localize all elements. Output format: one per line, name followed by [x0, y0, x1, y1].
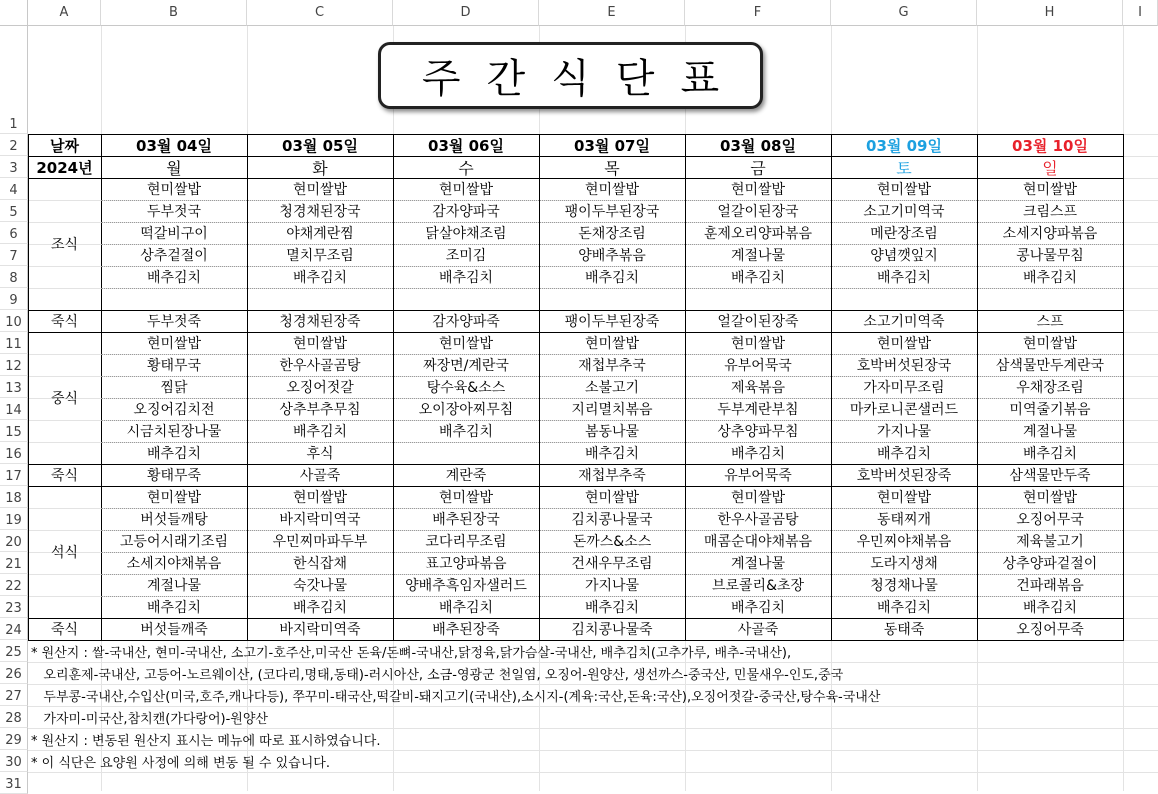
- menu-item-cell[interactable]: 삼색물만두계란국: [995, 358, 1105, 374]
- breakfast-label[interactable]: 조식: [50, 237, 79, 253]
- row-header-18[interactable]: 18: [0, 486, 28, 508]
- date-cell[interactable]: 03월 10일: [1012, 136, 1088, 155]
- porridge-item-cell[interactable]: 오징어무죽: [1016, 622, 1084, 638]
- menu-item-cell[interactable]: 재첩부추국: [578, 358, 646, 374]
- menu-item-cell[interactable]: 콩나물무침: [1016, 248, 1084, 264]
- column-header-d[interactable]: D: [393, 0, 539, 26]
- column-header-e[interactable]: E: [539, 0, 685, 26]
- menu-item-cell[interactable]: [101, 288, 247, 310]
- porridge-label[interactable]: 죽식: [50, 622, 79, 638]
- origin-note[interactable]: 오리훈제-국내산, 고등어-노르웨이산, (코다리,명태,동태)-러시아산, 소금-영광군 천일염, 오징어-원양산, 생선까스-중국산, 민물새우-인도,중국: [31, 667, 844, 683]
- menu-item-cell[interactable]: 우채장조림: [1016, 380, 1084, 396]
- menu-item-cell[interactable]: 제육볶음: [730, 380, 786, 396]
- date-cell[interactable]: 03월 08일: [720, 136, 796, 155]
- menu-item-cell[interactable]: 매콤순대야채볶음: [703, 534, 813, 550]
- menu-item-cell[interactable]: 배추김치: [292, 270, 348, 286]
- row-header-26[interactable]: 26: [0, 662, 28, 684]
- porridge-item-cell[interactable]: 재첩부추죽: [578, 468, 646, 484]
- menu-item-cell[interactable]: 현미쌀밥: [438, 182, 494, 198]
- menu-item-cell[interactable]: 배추김치: [146, 600, 202, 616]
- column-header-c[interactable]: C: [247, 0, 393, 26]
- porridge-item-cell[interactable]: 버섯들깨죽: [140, 622, 208, 638]
- menu-item-cell[interactable]: 바지락미역국: [279, 512, 361, 528]
- menu-item-cell[interactable]: 지리멸치볶음: [571, 402, 653, 418]
- menu-item-cell[interactable]: 현미쌀밥: [292, 490, 348, 506]
- row-header-9[interactable]: 9: [0, 288, 28, 310]
- row-header-6[interactable]: 6: [0, 222, 28, 244]
- menu-item-cell[interactable]: 오징어젓갈: [286, 380, 354, 396]
- origin-note[interactable]: 두부콩-국내산,수입산(미국,호주,캐나다등), 쭈꾸미-태국산,떡갈비-돼지고기(국내산),소시지-(계육:국산,돈육:국산),오징어젓갈-중국산,탕수육-국내산: [31, 689, 881, 705]
- menu-item-cell[interactable]: [393, 442, 539, 464]
- menu-item-cell[interactable]: 청경채된장국: [279, 204, 361, 220]
- menu-item-cell[interactable]: 현미쌀밥: [438, 490, 494, 506]
- porridge-item-cell[interactable]: 유부어묵죽: [724, 468, 792, 484]
- year-label-cell[interactable]: 2024년: [36, 158, 93, 177]
- menu-item-cell[interactable]: 표고양파볶음: [425, 556, 507, 572]
- menu-item-cell[interactable]: 상추겉절이: [140, 248, 208, 264]
- menu-item-cell[interactable]: 상추부추무침: [279, 402, 361, 418]
- menu-item-cell[interactable]: [539, 288, 685, 310]
- day-cell[interactable]: 수: [458, 158, 474, 178]
- menu-item-cell[interactable]: 소고기미역국: [863, 204, 945, 220]
- day-cell[interactable]: 화: [312, 158, 328, 178]
- menu-item-cell[interactable]: 현미쌀밥: [1022, 336, 1078, 352]
- day-cell[interactable]: 금: [750, 158, 766, 178]
- menu-item-cell[interactable]: 훈제오리양파볶음: [703, 226, 813, 242]
- menu-item-cell[interactable]: 시금치된장나물: [126, 424, 222, 440]
- row-header-12[interactable]: 12: [0, 354, 28, 376]
- menu-item-cell[interactable]: 건새우무조림: [571, 556, 653, 572]
- menu-item-cell[interactable]: 현미쌀밥: [146, 182, 202, 198]
- menu-item-cell[interactable]: 소불고기: [584, 380, 640, 396]
- menu-item-cell[interactable]: 계절나물: [730, 248, 786, 264]
- row-header-4[interactable]: 4: [0, 178, 28, 200]
- porridge-item-cell[interactable]: 얼갈이된장죽: [717, 314, 799, 330]
- menu-item-cell[interactable]: 현미쌀밥: [292, 182, 348, 198]
- menu-item-cell[interactable]: 배추김치: [876, 446, 932, 462]
- menu-item-cell[interactable]: 숙갓나물: [292, 578, 348, 594]
- row-header-11[interactable]: 11: [0, 332, 28, 354]
- menu-item-cell[interactable]: 동태찌개: [876, 512, 932, 528]
- menu-item-cell[interactable]: 탕수육&소스: [426, 380, 506, 396]
- day-cell[interactable]: 일: [1042, 158, 1058, 178]
- date-cell[interactable]: 03월 04일: [136, 136, 212, 155]
- menu-item-cell[interactable]: 팽이두부된장국: [564, 204, 660, 220]
- row-header-3[interactable]: 3: [0, 156, 28, 178]
- menu-item-cell[interactable]: 한식잡채: [292, 556, 348, 572]
- menu-item-cell[interactable]: 우민찌야채볶음: [856, 534, 952, 550]
- menu-item-cell[interactable]: 브로콜리&초장: [711, 578, 805, 594]
- menu-item-cell[interactable]: 가자미무조림: [863, 380, 945, 396]
- row-header-22[interactable]: 22: [0, 574, 28, 596]
- menu-item-cell[interactable]: 배추김치: [1022, 600, 1078, 616]
- row-header-10[interactable]: 10: [0, 310, 28, 332]
- menu-item-cell[interactable]: 크림스프: [1022, 204, 1078, 220]
- menu-item-cell[interactable]: 현미쌀밥: [1022, 182, 1078, 198]
- menu-item-cell[interactable]: 현미쌀밥: [730, 490, 786, 506]
- select-all-corner[interactable]: [0, 0, 28, 26]
- column-header-h[interactable]: H: [977, 0, 1123, 26]
- menu-item-cell[interactable]: 돈까스&소스: [572, 534, 652, 550]
- menu-item-cell[interactable]: 버섯들깨탕: [140, 512, 208, 528]
- menu-item-cell[interactable]: 조미김: [445, 248, 487, 264]
- origin-note[interactable]: * 원산지 : 쌀-국내산, 현미-국내산, 소고기-호주산,미국산 돈육/돈뼈-국내산,닭정육,닭가슴살-국내산, 배추김치(고추가루, 배추-국내산),: [31, 645, 792, 661]
- menu-item-cell[interactable]: 배추김치: [730, 270, 786, 286]
- row-header-1[interactable]: 1: [0, 26, 28, 134]
- menu-item-cell[interactable]: 계절나물: [730, 556, 786, 572]
- porridge-label[interactable]: 죽식: [50, 314, 79, 330]
- menu-item-cell[interactable]: 배추된장국: [432, 512, 500, 528]
- porridge-item-cell[interactable]: 두부젓죽: [146, 314, 202, 330]
- porridge-item-cell[interactable]: 감자양파죽: [432, 314, 500, 330]
- menu-item-cell[interactable]: 봄동나물: [584, 424, 640, 440]
- row-header-17[interactable]: 17: [0, 464, 28, 486]
- menu-item-cell[interactable]: 상추양파무침: [717, 424, 799, 440]
- row-header-30[interactable]: 30: [0, 750, 28, 772]
- porridge-item-cell[interactable]: 팽이두부된장죽: [564, 314, 660, 330]
- date-cell[interactable]: 03월 09일: [866, 136, 942, 155]
- menu-title[interactable]: 주간식단표: [378, 42, 763, 109]
- row-header-19[interactable]: 19: [0, 508, 28, 530]
- menu-item-cell[interactable]: 현미쌀밥: [584, 490, 640, 506]
- menu-item-cell[interactable]: 오이장아찌무침: [418, 402, 514, 418]
- date-label-cell[interactable]: 날짜: [50, 136, 79, 155]
- menu-item-cell[interactable]: [393, 288, 539, 310]
- menu-item-cell[interactable]: 오징어김치전: [133, 402, 215, 418]
- menu-item-cell[interactable]: 건파래볶음: [1016, 578, 1084, 594]
- porridge-item-cell[interactable]: 계란죽: [445, 468, 487, 484]
- menu-item-cell[interactable]: 배추김치: [292, 424, 348, 440]
- menu-item-cell[interactable]: 계절나물: [1022, 424, 1078, 440]
- row-header-25[interactable]: 25: [0, 640, 28, 662]
- menu-item-cell[interactable]: 도라지생채: [870, 556, 938, 572]
- day-cell[interactable]: 목: [604, 158, 620, 178]
- menu-item-cell[interactable]: 현미쌀밥: [438, 336, 494, 352]
- menu-item-cell[interactable]: [977, 288, 1123, 310]
- row-header-7[interactable]: 7: [0, 244, 28, 266]
- menu-item-cell[interactable]: 현미쌀밥: [730, 336, 786, 352]
- porridge-item-cell[interactable]: 황태무죽: [146, 468, 202, 484]
- date-cell[interactable]: 03월 05일: [282, 136, 358, 155]
- row-header-28[interactable]: 28: [0, 706, 28, 728]
- porridge-item-cell[interactable]: 사골죽: [737, 622, 779, 638]
- column-header-a[interactable]: A: [28, 0, 101, 26]
- menu-item-cell[interactable]: 배추김치: [584, 270, 640, 286]
- row-header-24[interactable]: 24: [0, 618, 28, 640]
- row-header-16[interactable]: 16: [0, 442, 28, 464]
- row-header-27[interactable]: 27: [0, 684, 28, 706]
- column-header-b[interactable]: B: [101, 0, 247, 26]
- menu-item-cell[interactable]: [831, 288, 977, 310]
- porridge-item-cell[interactable]: 동태죽: [883, 622, 925, 638]
- menu-item-cell[interactable]: 배추김치: [584, 446, 640, 462]
- menu-item-cell[interactable]: 오징어무국: [1016, 512, 1084, 528]
- menu-item-cell[interactable]: 코다리무조림: [425, 534, 507, 550]
- menu-item-cell[interactable]: 배추김치: [146, 270, 202, 286]
- menu-item-cell[interactable]: 찜닭: [160, 380, 188, 396]
- menu-item-cell[interactable]: 현미쌀밥: [292, 336, 348, 352]
- origin-note[interactable]: * 원산지 : 변동된 원산지 표시는 메뉴에 따로 표시하였습니다.: [31, 733, 381, 749]
- menu-item-cell[interactable]: 메란장조림: [870, 226, 938, 242]
- menu-item-cell[interactable]: 현미쌀밥: [876, 182, 932, 198]
- menu-item-cell[interactable]: 현미쌀밥: [876, 336, 932, 352]
- row-header-31[interactable]: 31: [0, 772, 28, 794]
- menu-item-cell[interactable]: 배추김치: [876, 600, 932, 616]
- menu-item-cell[interactable]: 현미쌀밥: [584, 336, 640, 352]
- porridge-item-cell[interactable]: 삼색물만두죽: [1009, 468, 1091, 484]
- menu-item-cell[interactable]: 떡갈비구이: [140, 226, 208, 242]
- porridge-label[interactable]: 죽식: [50, 468, 79, 484]
- table-border: [1123, 134, 1124, 641]
- menu-item-cell[interactable]: 양념깻잎지: [870, 248, 938, 264]
- menu-item-cell[interactable]: 유부어묵국: [724, 358, 792, 374]
- menu-item-cell[interactable]: 양배추흑임자샐러드: [405, 578, 527, 594]
- menu-item-cell[interactable]: 미역줄기볶음: [1009, 402, 1091, 418]
- menu-item-cell[interactable]: 가지나물: [584, 578, 640, 594]
- column-header-f[interactable]: F: [685, 0, 831, 26]
- menu-item-cell[interactable]: 돈채장조림: [578, 226, 646, 242]
- menu-item-cell[interactable]: 호박버섯된장국: [856, 358, 952, 374]
- row-header-23[interactable]: 23: [0, 596, 28, 618]
- row-header-29[interactable]: 29: [0, 728, 28, 750]
- menu-item-cell[interactable]: 김치콩나물국: [571, 512, 653, 528]
- menu-item-cell[interactable]: 상추양파겉절이: [1002, 556, 1098, 572]
- row-header-15[interactable]: 15: [0, 420, 28, 442]
- menu-item-cell[interactable]: 배추김치: [1022, 270, 1078, 286]
- menu-item-cell[interactable]: 양배추볶음: [578, 248, 646, 264]
- menu-item-cell[interactable]: 황태무국: [146, 358, 202, 374]
- porridge-item-cell[interactable]: 호박버섯된장죽: [856, 468, 952, 484]
- menu-item-cell[interactable]: 소세지양파볶음: [1002, 226, 1098, 242]
- row-header-2[interactable]: 2: [0, 134, 28, 156]
- menu-item-cell[interactable]: 배추김치: [292, 600, 348, 616]
- origin-note[interactable]: 가자미-미국산,참치캔(가다랑어)-원양산: [31, 711, 268, 727]
- lunch-label[interactable]: 중식: [50, 391, 79, 407]
- menu-item-cell[interactable]: 짜장면/계란국: [423, 358, 509, 374]
- menu-item-cell[interactable]: 현미쌀밥: [876, 490, 932, 506]
- porridge-item-cell[interactable]: 사골죽: [299, 468, 341, 484]
- menu-item-cell[interactable]: 현미쌀밥: [1022, 490, 1078, 506]
- menu-item-cell[interactable]: 배추김치: [1022, 446, 1078, 462]
- porridge-item-cell[interactable]: 소고기미역죽: [863, 314, 945, 330]
- porridge-item-cell[interactable]: 스프: [1036, 314, 1064, 330]
- row-header-8[interactable]: 8: [0, 266, 28, 288]
- menu-item-cell[interactable]: 현미쌀밥: [146, 336, 202, 352]
- column-header-g[interactable]: G: [831, 0, 977, 26]
- day-cell[interactable]: 월: [166, 158, 182, 178]
- row-header-5[interactable]: 5: [0, 200, 28, 222]
- date-cell[interactable]: 03월 07일: [574, 136, 650, 155]
- menu-item-cell[interactable]: 배추김치: [584, 600, 640, 616]
- row-header-13[interactable]: 13: [0, 376, 28, 398]
- origin-note[interactable]: * 이 식단은 요양원 사정에 의해 변동 될 수 있습니다.: [31, 755, 330, 771]
- menu-item-cell[interactable]: 한우사골곰탕: [279, 358, 361, 374]
- porridge-item-cell[interactable]: 김치콩나물죽: [571, 622, 653, 638]
- row-header-20[interactable]: 20: [0, 530, 28, 552]
- menu-item-cell[interactable]: 배추김치: [730, 446, 786, 462]
- menu-item-cell[interactable]: 배추김치: [438, 424, 494, 440]
- menu-item-cell[interactable]: 배추김치: [876, 270, 932, 286]
- menu-item-cell[interactable]: 청경채나물: [870, 578, 938, 594]
- menu-item-cell[interactable]: 마카로니콘샐러드: [849, 402, 959, 418]
- porridge-item-cell[interactable]: 배추된장죽: [432, 622, 500, 638]
- menu-item-cell[interactable]: 닭살야채조림: [425, 226, 507, 242]
- menu-item-cell[interactable]: 현미쌀밥: [146, 490, 202, 506]
- menu-item-cell[interactable]: 야채계란찜: [286, 226, 354, 242]
- menu-item-cell[interactable]: 두부젓국: [146, 204, 202, 220]
- menu-item-cell[interactable]: 가지나물: [876, 424, 932, 440]
- menu-item-cell[interactable]: 고등어시래기조림: [119, 534, 229, 550]
- menu-item-cell[interactable]: 두부계란부침: [717, 402, 799, 418]
- menu-item-cell[interactable]: 얼갈이된장국: [717, 204, 799, 220]
- menu-item-cell[interactable]: 소세지야채볶음: [126, 556, 222, 572]
- porridge-item-cell[interactable]: 바지락미역죽: [279, 622, 361, 638]
- row-header-21[interactable]: 21: [0, 552, 28, 574]
- menu-item-cell[interactable]: 감자양파국: [432, 204, 500, 220]
- menu-item-cell[interactable]: 제육불고기: [1016, 534, 1084, 550]
- day-cell[interactable]: 토: [896, 158, 912, 178]
- column-header-i[interactable]: I: [1123, 0, 1158, 26]
- porridge-item-cell[interactable]: 청경채된장죽: [279, 314, 361, 330]
- menu-item-cell[interactable]: [247, 288, 393, 310]
- date-cell[interactable]: 03월 06일: [428, 136, 504, 155]
- menu-item-cell[interactable]: [685, 288, 831, 310]
- menu-item-cell[interactable]: 배추김치: [438, 270, 494, 286]
- menu-item-cell[interactable]: 현미쌀밥: [730, 182, 786, 198]
- menu-item-cell[interactable]: 한우사골곰탕: [717, 512, 799, 528]
- gridline: [28, 772, 1158, 773]
- row-header-14[interactable]: 14: [0, 398, 28, 420]
- menu-item-cell[interactable]: 배추김치: [438, 600, 494, 616]
- menu-item-cell[interactable]: 현미쌀밥: [584, 182, 640, 198]
- menu-item-cell[interactable]: 배추김치: [730, 600, 786, 616]
- dinner-label[interactable]: 석식: [50, 545, 79, 561]
- menu-item-cell[interactable]: 우민찌마파두부: [272, 534, 368, 550]
- menu-item-cell[interactable]: 후식: [306, 446, 334, 462]
- menu-item-cell[interactable]: 배추김치: [146, 446, 202, 462]
- menu-item-cell[interactable]: 멸치무조림: [286, 248, 354, 264]
- menu-item-cell[interactable]: 계절나물: [146, 578, 202, 594]
